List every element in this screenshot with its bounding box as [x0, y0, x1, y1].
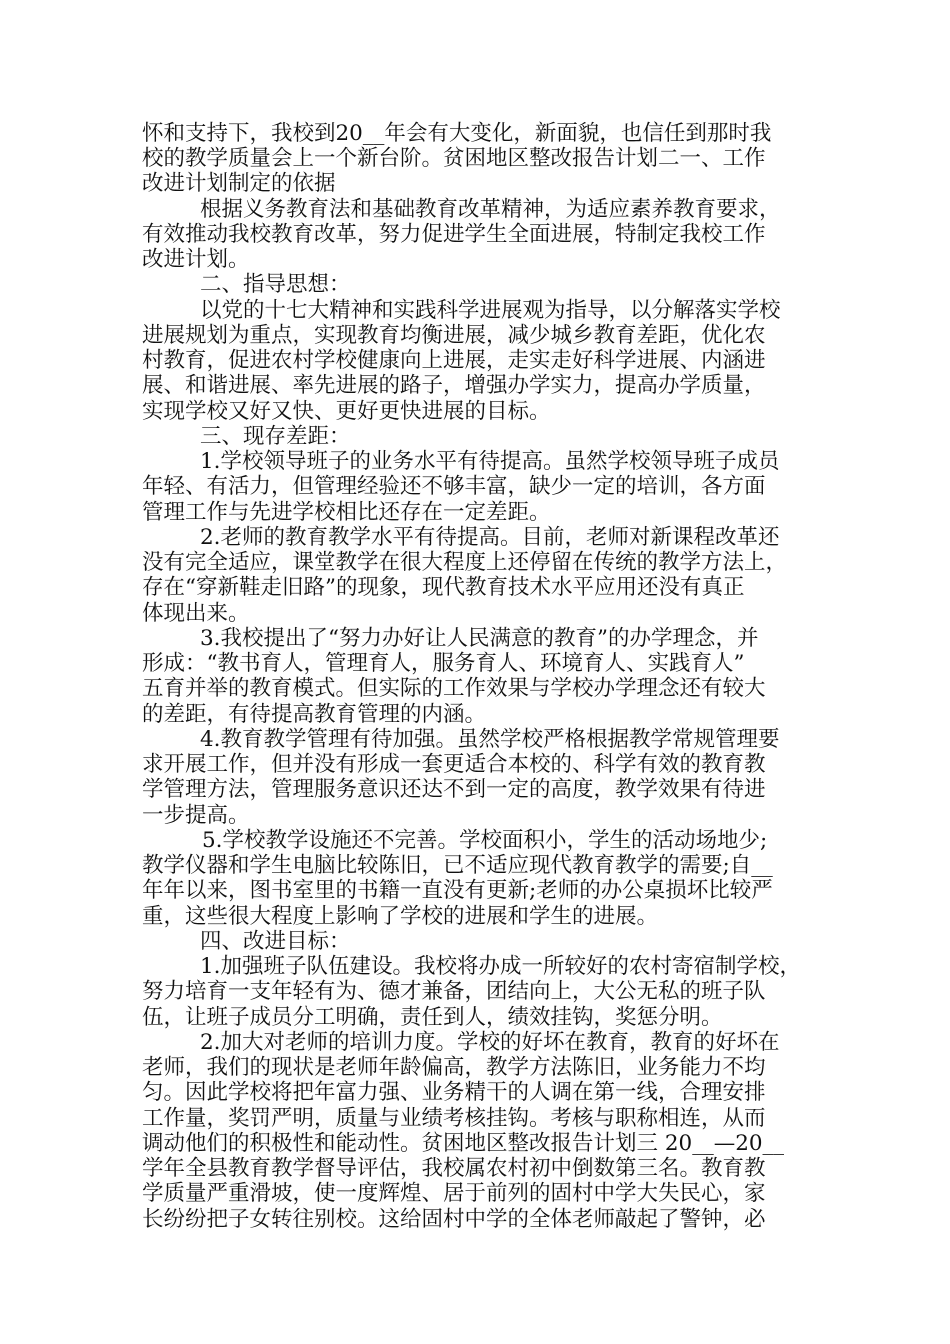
text-line: 形成：“教书育人，管理育人，服务育人、环境育人、实践育人” — [142, 651, 745, 676]
text-line: 没有完全适应，课堂教学在很大程度上还停留在传统的教学方法上， — [142, 550, 788, 575]
text-line: 工作量，奖罚严明，质量与业绩考核挂钩。考核与职称相连，从而 — [142, 1106, 766, 1131]
text-line: 存在“穿新鞋走旧路”的现象，现代教育技术水平应用还没有真正 — [142, 575, 745, 600]
text-line: 学管理方法，管理服务意识还达不到一定的高度，教学效果有待进 — [142, 777, 766, 802]
text-line: 老师，我们的现状是老师年龄偏高，教学方法陈旧，业务能力不均 — [142, 1055, 766, 1080]
paragraph-first-line: 以党的十七大精神和实践科学进展观为指导，以分解落实学校 — [200, 298, 781, 323]
paragraph-first-line: 1.加强班子队伍建设。我校将办成一所较好的农村寄宿制学校， — [200, 954, 802, 979]
text-line: 努力培育一支年轻有为、德才兼备，团结向上，大公无私的班子队 — [142, 979, 766, 1004]
paragraph-first-line: 1.学校领导班子的业务水平有待提高。虽然学校领导班子成员 — [200, 449, 780, 474]
paragraph-first-line: 2.加大对老师的培训力度。学校的好坏在教育，教育的好坏在 — [200, 1030, 780, 1055]
text-line: 体现出来。 — [142, 601, 250, 626]
text-line: 改进计划制定的依据 — [142, 171, 336, 196]
text-line: 学质量严重滑坡，使一度辉煌、居于前列的固村中学大失民心，家 — [142, 1181, 766, 1206]
section-heading: 三、现存差距： — [200, 424, 351, 449]
text-line: 重，这些很大程度上影响了学校的进展和学生的进展。 — [142, 904, 659, 929]
section-heading: 二、指导思想： — [200, 272, 351, 297]
text-line: 教学仪器和学生电脑比较陈旧，已不适应现代教育教学的需要;自__ — [142, 853, 773, 878]
text-line: 调动他们的积极性和能动性。贫困地区整改报告计划三 20__—20__ — [142, 1131, 785, 1156]
text-line: 进展规划为重点，实现教育均衡进展，减少城乡教育差距，优化农 — [142, 323, 766, 348]
text-line: 伍，让班子成员分工明确，责任到人，绩效挂钩，奖惩分明。 — [142, 1005, 723, 1030]
paragraph-first-line: 2.老师的教育教学水平有待提高。目前，老师对新课程改革还 — [200, 525, 780, 550]
text-line: 长纷纷把子女转往别校。这给固村中学的全体老师敲起了警钟，必 — [142, 1207, 766, 1232]
paragraph-first-line: 根据义务教育法和基础教育改革精神，为适应素养教育要求， — [200, 197, 781, 222]
text-line: 校的教学质量会上一个新台阶。贫困地区整改报告计划二一、工作 — [142, 146, 766, 171]
text-line: 管理工作与先进学校相比还存在一定差距。 — [142, 500, 551, 525]
text-line: 怀和支持下，我校到20__年会有大变化，新面貌，也信任到那时我 — [142, 121, 772, 146]
text-line: 五育并举的教育模式。但实际的工作效果与学校办学理念还有较大 — [142, 676, 766, 701]
text-line: 的差距，有待提高教育管理的内涵。 — [142, 702, 487, 727]
text-line: 改进计划。 — [142, 247, 250, 272]
text-line: 求开展工作，但并没有形成一套更适合本校的、科学有效的教育教 — [142, 752, 766, 777]
text-line: 年轻、有活力，但管理经验还不够丰富，缺少一定的培训，各方面 — [142, 474, 766, 499]
text-line: 实现学校又好又快、更好更快进展的目标。 — [142, 399, 551, 424]
text-line: 展、和谐进展、率先进展的路子，增强办学实力，提高办学质量， — [142, 373, 766, 398]
text-line: 学年全县教育教学督导评估，我校属农村初中倒数第三名。教育教 — [142, 1156, 766, 1181]
text-line: 年年以来，图书室里的书籍一直没有更新;老师的办公桌损坏比较严 — [142, 878, 773, 903]
section-heading: 四、改进目标： — [200, 929, 351, 954]
paragraph-first-line: 3.我校提出了“努力办好让人民满意的教育”的办学理念，并 — [200, 626, 759, 651]
paragraph-first-line: 5.学校教学设施还不完善。学校面积小，学生的活动场地少; — [202, 828, 768, 853]
text-line: 匀。因此学校将把年富力强、业务精干的人调在第一线，合理安排 — [142, 1080, 766, 1105]
text-line: 一步提高。 — [142, 803, 250, 828]
text-line: 有效推动我校教育改革，努力促进学生全面进展，特制定我校工作 — [142, 222, 766, 247]
text-line: 村教育，促进农村学校健康向上进展，走实走好科学进展、内涵进 — [142, 348, 766, 373]
paragraph-first-line: 4.教育教学管理有待加强。虽然学校严格根据教学常规管理要 — [200, 727, 780, 752]
